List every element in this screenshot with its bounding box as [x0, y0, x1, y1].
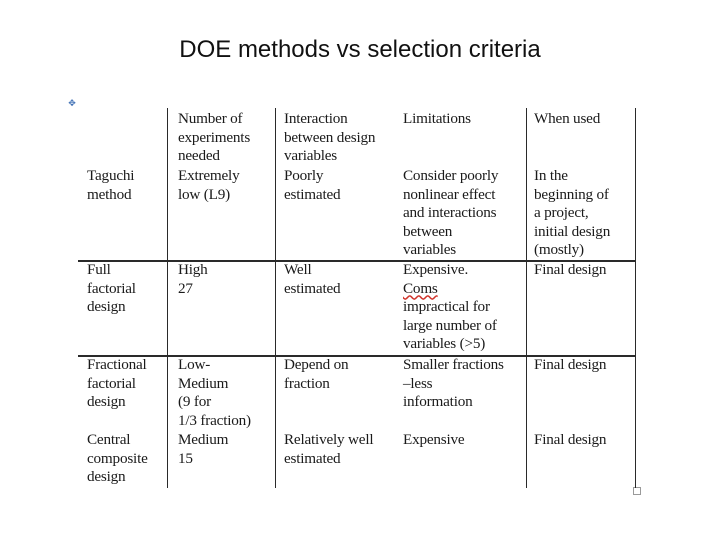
cell-interaction: Relatively well estimated [284, 431, 374, 467]
header-when-used: When used [534, 110, 601, 127]
cell-when-used: Final design [534, 261, 607, 278]
column-divider [526, 108, 527, 488]
cell-limitations: Smaller fractions –less information [403, 356, 504, 411]
cell-method: Fractional factorial design [87, 356, 147, 411]
cell-limitations: Consider poorly nonlinear effect and interactions between variables [403, 167, 499, 259]
cell-experiments: Extremely low (L9) [178, 167, 240, 203]
criteria-table [78, 108, 636, 488]
cell-interaction: Depend on fraction [284, 356, 349, 392]
cell-experiments: Medium 15 [178, 431, 229, 467]
cell-when-used: Final design [534, 356, 607, 373]
cell-interaction: Well estimated [284, 261, 341, 297]
cell-method: Taguchi method [87, 167, 135, 203]
cell-when-used: In the beginning of a project, initial design (mostly) [534, 167, 611, 259]
cell-interaction: Poorly estimated [284, 167, 341, 203]
header-interaction: Interaction between design variables [284, 110, 376, 165]
table-resize-handle[interactable] [633, 487, 641, 495]
table-move-handle-icon[interactable]: ✥ [68, 99, 76, 109]
header-number-of-experiments: Number of experiments needed [178, 110, 251, 165]
column-divider [635, 108, 636, 488]
cell-limitations: Expensive. Coms impractical for large number of variables (>5) [403, 261, 497, 353]
column-divider [275, 108, 276, 488]
cell-when-used: Final design [534, 431, 607, 448]
spellcheck-word: Coms [403, 279, 438, 297]
slide-title: DOE methods vs selection criteria [179, 36, 541, 63]
cell-experiments: Low- Medium (9 for 1/3 fraction) [178, 356, 251, 429]
cell-limitations: Expensive [403, 431, 465, 448]
cell-method: Full factorial design [87, 261, 136, 316]
column-divider [167, 108, 168, 488]
cell-experiments: High 27 [178, 261, 208, 297]
header-limitations: Limitations [403, 110, 471, 127]
cell-method: Central composite design [87, 431, 148, 486]
